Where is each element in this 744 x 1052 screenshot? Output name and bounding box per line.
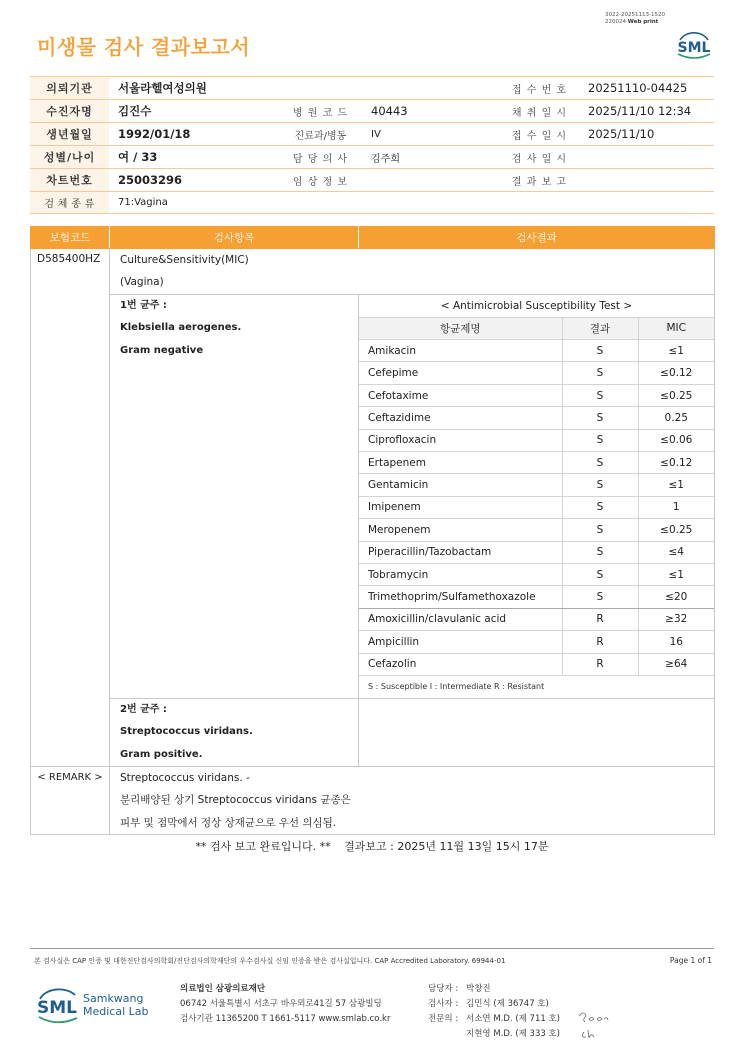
ast-result: S [562, 496, 638, 518]
collect-time-value: 2025/11/10 12:34 [579, 100, 714, 123]
report-time-text: 결과보고 : 2025년 11월 13일 15시 17분 [344, 840, 549, 853]
staff-row: 전문의 : 서소연 M.D. (제 711 호) [428, 1014, 561, 1024]
ast-table [359, 295, 714, 698]
completion-text: ** 검사 보고 완료입니다. ** [195, 840, 331, 853]
col-insurance-code: 보험코드 [31, 227, 110, 249]
sml-logo-icon [672, 26, 716, 62]
staff-row: 지현영 M.D. (제 333 호) [466, 1029, 561, 1039]
ast-drug-name: Imipenem [359, 496, 562, 518]
completion-note [0, 838, 744, 854]
ast-mic: ≥64 [638, 653, 714, 675]
ast-row [359, 608, 714, 630]
collect-time-label: 채 취 일 시 [500, 100, 579, 123]
clinical-info-label: 임 상 정 보 [279, 169, 362, 192]
ast-drug-name: Tobramycin [359, 563, 562, 585]
ast-mic: 0.25 [638, 407, 714, 429]
ast-row [359, 474, 714, 496]
remark-line: 분리배양된 상기 Streptococcus viridans 균종은 [120, 794, 351, 807]
ast-drug-name: Meropenem [359, 519, 562, 541]
clinical-info-value [362, 169, 500, 192]
organism-2-name: Streptococcus viridans. [120, 726, 253, 738]
info-row [30, 77, 714, 100]
page-number: Page 1 of 1 [669, 956, 712, 965]
col-test-result: 검사결과 [359, 227, 715, 249]
lab-contact: 검사기관 11365200 T 1661-5117 www.smlab.co.kr [180, 1014, 391, 1024]
remark-row [31, 766, 715, 834]
ast-result: R [562, 653, 638, 675]
col-test-item: 검사항목 [110, 227, 359, 249]
staff-list [428, 982, 560, 1042]
staff-row: 검사자 : 김민식 (제 36747 호) [428, 999, 549, 1009]
ast-row [359, 563, 714, 585]
dob-value: 1992/01/18 [109, 123, 279, 146]
patient-info-table [30, 76, 714, 214]
organism-2-result-cell [359, 698, 715, 766]
ast-result: S [562, 407, 638, 429]
ast-drug-name: Ciprofloxacin [359, 429, 562, 451]
doctor-value: 김주희 [362, 146, 500, 169]
organism-1-name: Klebsiella aerogenes. [120, 322, 242, 334]
ast-drug-name: Ertapenem [359, 452, 562, 474]
ast-result: S [562, 474, 638, 496]
test-time-value [579, 146, 714, 169]
ast-cell [359, 294, 715, 698]
ast-drug-name: Cefepime [359, 362, 562, 384]
hospital-code-value: 40443 [362, 100, 500, 123]
ast-result: S [562, 452, 638, 474]
ast-row [359, 429, 714, 451]
lab-info [180, 982, 390, 1027]
result-table [30, 226, 715, 835]
ast-row [359, 340, 714, 362]
info-row [30, 123, 714, 146]
ast-drug-name: Piperacillin/Tazobactam [359, 541, 562, 563]
organism-1-gram: Gram negative [120, 344, 204, 356]
test-specimen: (Vagina) [120, 276, 164, 289]
ast-result: S [562, 519, 638, 541]
patient-name-value: 김진수 [109, 100, 279, 123]
ast-drug-name: Cefotaxime [359, 384, 562, 406]
lab-org-name: 의료법인 삼광의료재단 [180, 984, 266, 994]
ast-mic: ≤0.25 [638, 384, 714, 406]
certification-note: 본 검사실은 CAP 인증 및 대한진단검사의학회/진단검사의학재단의 우수검사실 신임 인증을 받은 검사실입니다. CAP Accredited Laboratory. 69944-01 [34, 957, 506, 965]
ast-drug-name: Amikacin [359, 340, 562, 362]
lab-address: 06742 서울특별시 서초구 바우뫼로41길 57 삼광빌딩 [180, 999, 382, 1009]
ast-result: R [562, 608, 638, 630]
test-row [31, 249, 715, 295]
test-name-cell [110, 249, 715, 295]
request-org-label: 의뢰기관 [30, 77, 109, 100]
ast-result: S [562, 429, 638, 451]
request-org-value: 서울라헬여성의원 [109, 77, 500, 100]
ast-mic: ≤0.12 [638, 452, 714, 474]
ast-drug-name: Ceftazidime [359, 407, 562, 429]
info-row [30, 192, 714, 214]
ast-drug-name: Ampicillin [359, 631, 562, 653]
specimen-label: 검 체 종 류 [30, 192, 109, 214]
remark-line: 피부 및 점막에서 정상 상재균으로 우선 의심됨. [120, 816, 337, 829]
footer-divider [30, 948, 714, 949]
svg-text:SML: SML [677, 40, 711, 56]
ast-mic: 16 [638, 631, 714, 653]
ast-row [359, 519, 714, 541]
ast-result: S [562, 563, 638, 585]
dept-value: IV [362, 123, 500, 146]
ast-col-mic: MIC [638, 317, 714, 339]
ast-mic: ≥32 [638, 608, 714, 630]
test-name: Culture&Sensitivity(MIC) [120, 254, 249, 266]
ast-result: R [562, 631, 638, 653]
accession-label: 접 수 번 호 [500, 77, 579, 100]
organism-2-row [31, 698, 715, 766]
ast-mic: ≤1 [638, 563, 714, 585]
ast-col-drug: 항균제명 [359, 317, 562, 339]
test-time-label: 검 사 일 시 [500, 146, 579, 169]
receive-time-value: 2025/11/10 [579, 123, 714, 146]
doctor-label: 담 당 의 사 [279, 146, 362, 169]
ast-mic: ≤1 [638, 474, 714, 496]
ast-row [359, 496, 714, 518]
ast-result: S [562, 362, 638, 384]
report-time-label: 결 과 보 고 [500, 169, 579, 192]
ast-result: S [562, 541, 638, 563]
staff-row: 담당자 : 박창진 [428, 984, 491, 994]
accession-value: 20251110-04425 [579, 77, 714, 100]
ast-row [359, 407, 714, 429]
report-time-value [579, 169, 714, 192]
svg-text:Medical Lab: Medical Lab [83, 1005, 149, 1018]
ast-result: S [562, 340, 638, 362]
organism-1-row [31, 294, 715, 698]
remark-cell [110, 766, 715, 834]
organism-2-gram: Gram positive. [120, 748, 203, 760]
receive-time-label: 접 수 일 시 [500, 123, 579, 146]
ast-title: < Antimicrobial Susceptibility Test > [359, 295, 714, 317]
organism-1-cell [110, 294, 359, 698]
info-row [30, 146, 714, 169]
remark-line: Streptococcus viridans. - [120, 771, 250, 784]
sex-age-value: 여 / 33 [109, 146, 279, 169]
ast-row [359, 631, 714, 653]
ast-result: S [562, 586, 638, 608]
remark-label: < REMARK > [31, 766, 110, 834]
ast-mic: ≤20 [638, 586, 714, 608]
info-row [30, 100, 714, 123]
page-title: 미생물 검사 결과보고서 [37, 35, 251, 59]
ast-drug-name: Gentamicin [359, 474, 562, 496]
signature-image [576, 1010, 610, 1040]
ast-mic: ≤1 [638, 340, 714, 362]
ast-row [359, 452, 714, 474]
samkwang-logo-icon [37, 983, 157, 1029]
ast-mic: 1 [638, 496, 714, 518]
dept-label: 진료과/병동 [279, 123, 362, 146]
ast-mic: ≤4 [638, 541, 714, 563]
patient-name-label: 수진자명 [30, 100, 109, 123]
ast-mic: ≤0.12 [638, 362, 714, 384]
organism-2-cell [110, 698, 359, 766]
svg-text:Samkwang: Samkwang [83, 992, 144, 1005]
ast-drug-name: Trimethoprim/Sulfamethoxazole [359, 586, 562, 608]
insurance-code: D585400HZ [31, 249, 110, 767]
ast-result: S [562, 384, 638, 406]
svg-text:SML: SML [37, 998, 77, 1018]
ast-drug-name: Amoxicillin/clavulanic acid [359, 608, 562, 630]
info-row [30, 169, 714, 192]
result-header-row [31, 227, 715, 249]
hospital-code-label: 병 원 코 드 [279, 100, 362, 123]
organism-2-label: 2번 균주 : [120, 703, 167, 715]
dob-label: 생년월일 [30, 123, 109, 146]
ast-row [359, 362, 714, 384]
ast-row [359, 586, 714, 608]
ast-mic: ≤0.25 [638, 519, 714, 541]
organism-1-label: 1번 균주 : [120, 299, 167, 311]
specimen-value: 71:Vagina [109, 192, 714, 214]
document-id: 3022-20251113-1520 220024 Web print [605, 12, 665, 25]
ast-row [359, 384, 714, 406]
ast-mic: ≤0.06 [638, 429, 714, 451]
chart-no-value: 25003296 [109, 169, 279, 192]
ast-row [359, 541, 714, 563]
ast-drug-name: Cefazolin [359, 653, 562, 675]
ast-col-result: 결과 [562, 317, 638, 339]
ast-legend: S : Susceptible I : Intermediate R : Resistant [368, 682, 545, 692]
chart-no-label: 차트번호 [30, 169, 109, 192]
sex-age-label: 성별/나이 [30, 146, 109, 169]
ast-row [359, 653, 714, 675]
